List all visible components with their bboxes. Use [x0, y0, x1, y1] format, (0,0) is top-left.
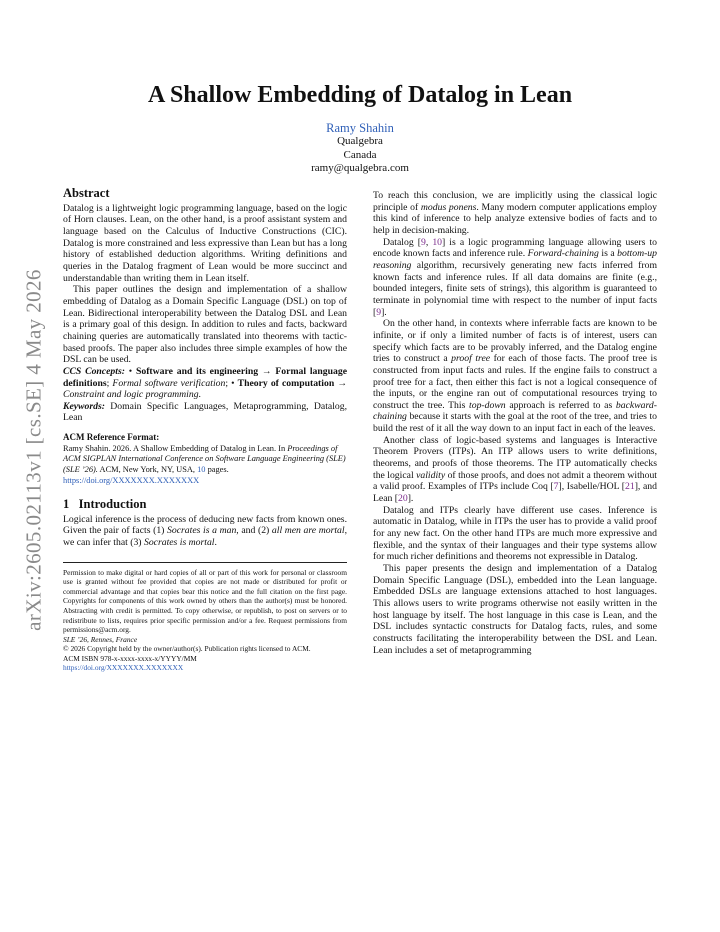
keywords: [63, 401, 347, 424]
right-paragraph-1: To reach this conclusion, we are implicitly using the classical logic principle of modus ponens. Many modern computer applications employ this kind of inference to help analyze extensive bodies of facts and to help in decision-making.: [373, 190, 657, 236]
author-block: [0, 121, 720, 176]
footnote-rule: [63, 562, 347, 563]
citation-link[interactable]: 20: [398, 493, 408, 505]
author-affiliation: Qualgebra: [337, 135, 383, 147]
right-paragraph-5: Datalog and ITPs clearly have different use cases. Inference is automatic in Datalog, while in ITPs the user has to provide a valid proof for any new fact. On the other hand ITPs are much more expressive and flexible, and the syntax of their languages and their type systems allow for much richer definitions and theorems not expressible in Datalog.: [373, 504, 657, 563]
citation-link[interactable]: 10: [432, 236, 442, 248]
ccs-label: CCS Concepts:: [63, 365, 125, 377]
author-country: Canada: [343, 148, 377, 161]
left-column: [63, 188, 347, 673]
acm-reference-heading: ACM Reference Format:: [63, 432, 160, 443]
footer-doi-link[interactable]: https://doi.org/XXXXXXX.XXXXXXX: [63, 663, 184, 673]
citation-link[interactable]: 21: [625, 481, 635, 493]
ccs-concept-1b: Formal language definitions: [63, 365, 348, 389]
author-name[interactable]: Ramy Shahin: [326, 121, 394, 135]
permission-text: Permission to make digital or hard copies of all or part of this work for personal or classroom use is granted without fee provided that copies are not made or distributed for profit or commercial advantage and that copies bear this notice and the full citation on the first page. Copyrights for components of this work owned by others than the author(s) must be honored. Abstracting with credit is permitted. To copy otherwise, or republish, to post on servers or to redistribute to lists, requires prior specific permission and/or a fee. Request permissions from permissions@acm.org.: [63, 567, 347, 635]
keywords-text: Domain Specific Languages, Metaprogramming, Datalog, Lean: [63, 400, 348, 424]
keywords-label: Keywords:: [63, 400, 105, 412]
right-paragraph-3: On the other hand, in contexts where inferrable facts are known to be infinite, or if only a limited number of facts is of interest, users can specify which facts are to be provably inferred, and the Datalog engine tries to construct a proof tree for each of those facts. The proof tree is constructed from input facts and rules. If the engine fails to construct a proof tree for a fact, then either this fact is not a logical consequence of the inputs, or the engine ran out of computational resources trying to construct the tree. This top-down approach is referred to as backward-chaining because it starts with the goal at the root of the tree, and tries to build the rest of it all the way down to an input fact in each of the leaves.: [373, 318, 657, 435]
intro-paragraph: Logical inference is the process of deducing new facts from known ones. Given the pair of facts (1) Socrates is a man, and (2) all men are mortal, we can infer that (3) Socrates is mortal.: [63, 513, 347, 549]
right-paragraph-2: Datalog [9, 10] is a logic programming language allowing users to encode known facts and inference rule. Forward-chaining is a bottom-up reasoning algorithm, recursively generating new facts inferred from known facts and inference rules. If all data domains are finite (e.g., bounded integers, finite sets of strings), this algorithm is guaranteed to terminate in polynomial time with respect to the number of input facts [9].: [373, 236, 657, 318]
citation-link[interactable]: 7: [553, 481, 559, 493]
right-column: [373, 190, 657, 656]
ccs-concept-2i: Constraint and logic programming: [63, 389, 199, 401]
acm-reference-text: Ramy Shahin. 2026. A Shallow Embedding of Datalog in Lean. In Proceedings of ACM SIGPLAN International Conference on Software Language Engineering (SLE) (SLE ’26). ACM, New York, NY, USA, 10 pages. https://doi.org/XXXXXXX.XXXXXXX: [63, 443, 346, 485]
ccs-concept-2: Theory of computation: [237, 377, 335, 389]
copyright-line: © 2026 Copyright held by the owner/author(s). Publication rights licensed to ACM.: [63, 644, 311, 654]
arxiv-identifier: arXiv:2605.02113v1 [cs.SE] 4 May 2026: [21, 269, 46, 631]
ccs-concepts: CCS Concepts: • Software and its engineering → Formal language definitions; Formal software verification; • Theory of computation → Constraint and logic programming.: [63, 365, 348, 401]
pages-link[interactable]: 10: [197, 464, 206, 474]
right-paragraph-4: Another class of logic-based systems and languages is Interactive Theorem Provers (ITPs). An ITP allows users to write definitions, theorems, and proofs of those theorems. The ITP automatically checks the logical validity of those proofs, and does not admit a theorem without a valid proof. Examples of ITPs include Coq [7], Isabelle/HOL [21], and Lean [20].: [373, 434, 657, 505]
section-heading-introduction: 1 Introduction: [63, 497, 147, 512]
ccs-concept-1: Software and its engineering: [135, 365, 259, 377]
abstract-heading: Abstract: [63, 186, 110, 200]
doi-link[interactable]: https://doi.org/XXXXXXX.XXXXXXX: [63, 475, 200, 485]
conference-venue: SLE ’26, Rennes, France: [63, 634, 138, 644]
ccs-concept-1i: Formal software verification: [112, 377, 226, 389]
abstract-paragraph-1: Datalog is a lightweight logic programming language, based on the logic of Horn clauses. Lean, on the other hand, is a proof assistant system and language based on the Calculus of Inductive Constructions (CIC). Datalog is more constrained and less expressive than Lean but has a long history of established deduction algorithms. Writing definitions and queries in the Datalog fragment of Lean would be more succinct and understandable than writing them in Lean itself.: [63, 202, 347, 284]
abstract-paragraph-2: This paper outlines the design and implementation of a shallow embedding of Datalog as a Domain Specific Language (DSL) on top of Lean. Bidirectional interoperability between the Datalog DSL and Lean is a primary goal of this design. In addition to rules and facts, backward chaining queries are automatically translated into theorems with tactic-based proofs. The paper also includes three simple examples of how the DSL can be used.: [63, 284, 347, 366]
citation-link[interactable]: 9: [376, 306, 382, 318]
permission-notice: [63, 568, 347, 673]
right-paragraph-6: This paper presents the design and implementation of a Datalog Domain Specific Language (DSL), embedded into the Lean language. Embedded DSLs are language extensions attached to host languages. This allows users to write programs otherwise not easily written in the host language by itself. The host language in this case is Lean, and the DSL includes syntactic constructs for Datalog facts, rules, and some constructs facilitating the interoperability between the DSL and Lean. Lean includes a set of metaprogramming: [373, 563, 657, 656]
isbn-line: ACM ISBN 978-x-xxxx-xxxx-x/YYYY/MM: [63, 653, 197, 663]
paper-title: A Shallow Embedding of Datalog in Lean: [147, 82, 573, 108]
citation-link[interactable]: 9: [420, 236, 426, 248]
author-email: ramy@qualgebra.com: [311, 162, 409, 174]
